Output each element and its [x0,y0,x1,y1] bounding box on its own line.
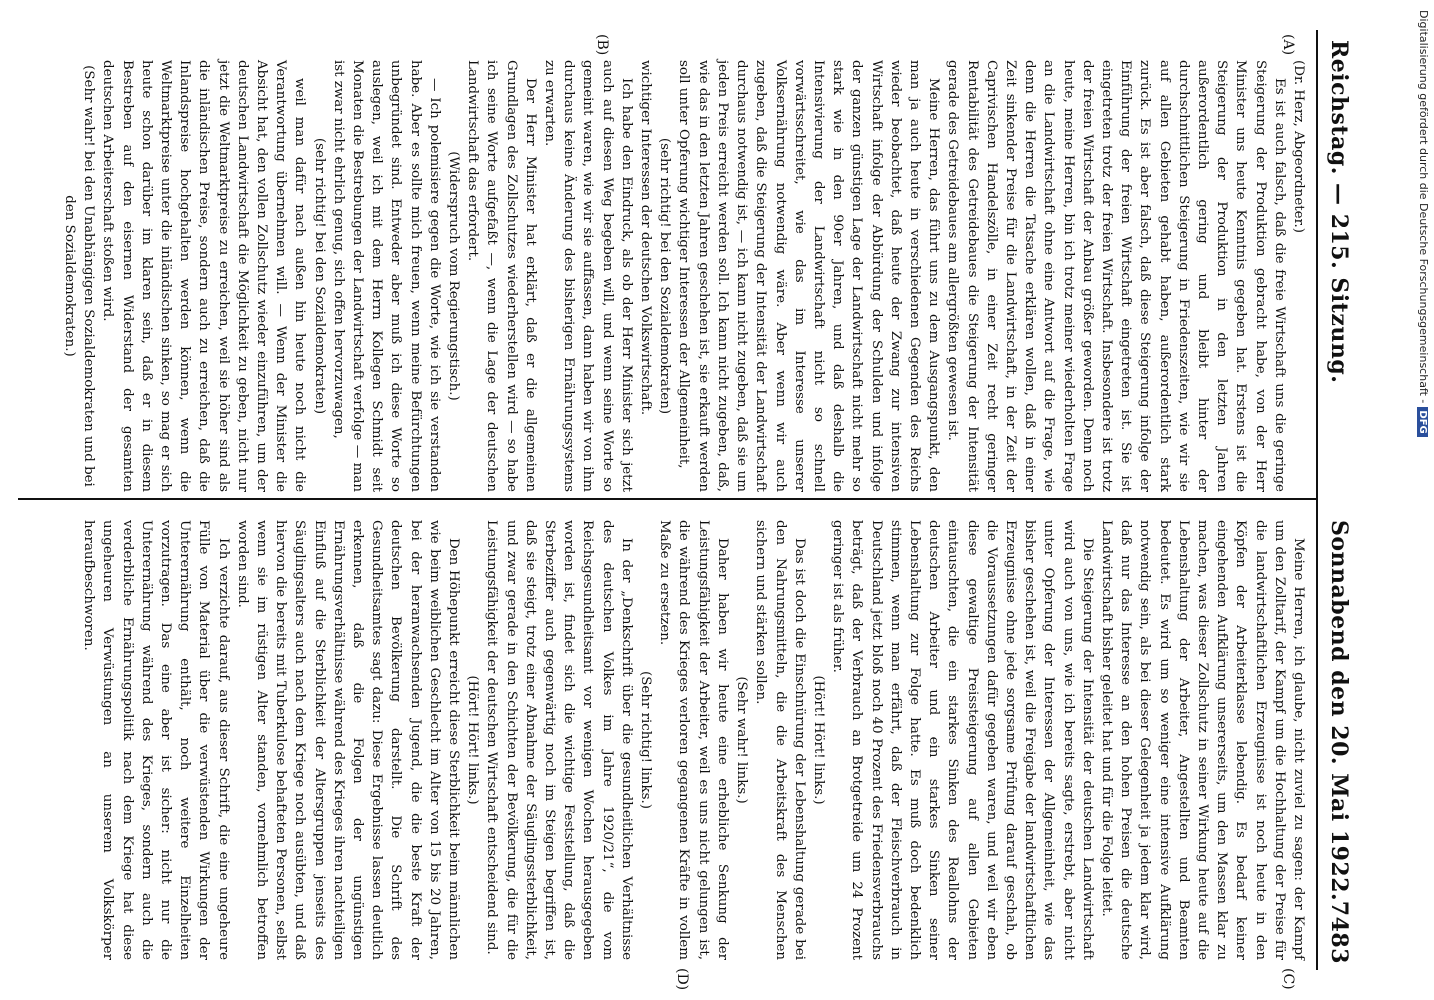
margin-marker-c: (C) [1280,968,1296,990]
left-column-paragraph: Ich habe den Eindruck, als ob der Herr Minister sich jetzt auch auf diesen Weg begeben will, und wenn seine Worte so gemeint waren, wie wir sie auffassen, dann haben wir von ihm durchaus keine Änderung des bisherigen Ernährungssystems zu erwarten. [542,60,634,492]
margin-marker-a: (A) [1280,34,1296,56]
running-header-right: Sonnabend den 20. Mai 1922. [1326,520,1352,902]
left-column-paragraph: Der Herr Minister hat erklärt, daß er die allgemeinen Grundlagen des Zollschutzes wiederherstellen wird — so habe ich seine Worte aufgefaßt —, wenn die Lage der deutschen Landwirtschaft das erfordert. [465,60,538,492]
right-column-paragraph: Meine Herren, ich glaube, nicht zuviel zu sagen: der Kampf um den Zolltarif, der Kampf um die Hochhaltung der Preise für die landwirtschaftlichen Erzeugnisse ist noch heute in den Köpfen der Arbeiterklasse lebendig. Es bedarf keiner eingehenden Aufklärung unsererseits, um den Massen klar zu machen, was dieser Zollschutz in seiner Wirkung heute auf die Lebenshaltung der Arbeiter, Angestellten und Beamten bedeutet. Es wird um so weniger eine intensive Aufklärung notwendig sein, als bei dieser Gelegenheit ja jedem klar wird, daß nur das Interesse an den hohen Preisen die deutsche Landwirtschaft bisher geleitet hat und für die Folge leitet. [1098,520,1306,960]
column-divider [18,498,1318,500]
digitization-note-text: Digitalisierung gefördert durch die Deutsche Forschungsgemeinschaft - [1417,10,1430,404]
left-column-paragraph: wichtiger Interessen der deutschen Volkswirtschaft. [638,60,654,416]
page-number: 7483 [1326,900,1352,964]
text-column-left [60,60,1308,492]
right-column-paragraph: (Sehr richtig! links.) [638,671,654,809]
text-column-right [79,520,1308,960]
left-column-paragraph: — Ich polemisiere gegen die Worte, wie ich sie verstanden habe. Aber es sollte mich freuen, wenn meine Befürchtungen unbegründet sind. Entweder aber muß ich diese Worte so auslegen, weil ich mit dem Herrn Kollegen Schmidt seit Monaten die Bestrebungen der Landwirtschaft verfolge — man ist zwar nicht ehrlich genug, sich offen hervorzuwagen, [330,60,442,492]
margin-marker-b: (B) [594,34,610,56]
running-header-left: Reichstag. — 215. Sitzung. [1326,40,1352,384]
header-rule [1316,30,1318,970]
right-column-paragraph: Den Höhepunkt erreicht diese Sterblichkeit beim männlichen wie beim weiblichen Geschlecht im Alter von 15 bis 20 Jahren, bei der heranwachsenden Jugend, die die beste Kraft der deutschen Bevölkerung darstellt. Die Schrift des Gesundheitsamtes sagt dazu: Diese Ergebnisse lassen deutlich erkennen, daß die Folgen der ungünstigen Ernährungsverhältnisse während des Krieges ihren nachteiligen Einfluß auf die Sterblichkeit der Altersgruppen jenseits des Säuglingsalters auch nach dem Kriege noch ausübten, und daß hiervon die bereits mit Tuberkulose behafteten Personen, selbst wenn sie im rüstigen Alter standen, vornehmlich betroffen worden sind. [234,520,462,960]
right-column-paragraph: Die Steigerung der Intensität der deutschen Landwirtschaft wird auch von uns, wie ich bereits sagte, erstrebt, aber nicht unter Opferung der Interessen der Allgemeinheit, wie das bisher geschehen ist, weil die Freigabe der landwirtschaftlichen Erzeugnisse ohne jede sorgsame Prüfung darauf geschah, ob die Voraussetzungen dafür gegeben waren, und weil wir eben diese gewaltige Preissteigerung auf allen Gebieten eintauschten, die ein starkes Sinken des Reallohns der deutschen Arbeiter und ein starkes Sinken seiner Lebenshaltung zur Folge hatte. Es muß doch bedenklich stimmen, wenn man erfährt, daß der Fleischverbrauch in Deutschland jetzt bloß noch 40 Prozent des Friedensverbrauchs beträgt, daß der Verbrauch an Brotgetreide um 24 Prozent geringer ist als früher. [830,520,1095,960]
left-column-paragraph: (sehr richtig! bei den Sozialdemokraten) [657,137,673,415]
dfg-logo: DFG [1417,407,1428,436]
right-column-paragraph: Daher haben wir heute eine erhebliche Senkung der Leistungsfähigkeit der Arbeiter, weil es uns nicht gelungen ist, die während des Krieges verloren gegangenen Kräfte in vollem Maße zu ersetzen. [657,520,730,960]
left-column-paragraph: (sehr richtig! bei den Sozialdemokraten) [311,137,327,415]
right-column-paragraph: In der „Denkschrift über die gesundheitlichen Verhältnisse des deutschen Volkes im Jahre 1920/21“, die vom Reichsgesundheitsamt vor wenigen Wochen herausgegeben worden ist, findet sich die wichtige Feststellung, daß die Sterbeziffer auch gegenwärtig noch im Steigen begriffen ist, daß sie steigt, trotz einer Abnahme der Säuglingssterblichkeit, und zwar gerade in den Schichten der Bevölkerung, die für die Leistungsfähigkeit der deutschen Wirtschaft entscheidend sind. [484,520,634,960]
digitization-note [1410,10,1430,990]
right-column-paragraph: Das ist doch die Einschnürung der Lebenshaltung gerade bei den Nahrungsmitteln, die die Arbeitskraft des Menschen sichern und stärken sollen. [753,520,807,960]
left-column-paragraph: Meine Herren, das führt uns zu dem Ausgangspunkt, den man ja auch heute in verschiedenen Gegenden des Reichs wieder beobachtet, daß heute der Zwang zur intensiven Wirtschaft infolge der Abbürdung der Schulden und infolge der ganzen günstigen Lage der Landwirtschaft nicht mehr so stark wie in den 90er Jahren, und daß deshalb die Intensivierung der Landwirtschaft nicht so schnell vorwärtsschreitet, wie das im Interesse unserer Volksernährung notwendig wäre. Aber wenn wir auch zugeben, daß die Steigerung der Intensität der Landwirtschaft durchaus notwendig ist, — ich kann nicht zugeben, daß sie um jeden Preis erreicht werden soll. Ich kann nicht zugeben, daß, wie das in den letzten Jahren geschehen ist, sie erkauft werden soll unter Opferung wichtiger Interessen der Allgemeinheit, [676,60,942,492]
left-column-paragraph: (Sehr wahr! bei den Unabhängigen Sozialdemokraten und bei den Sozialdemokraten.) [62,65,97,487]
left-column-paragraph: (Dr. Herz, Abgeordneter.) [1291,60,1306,234]
margin-marker-d: (D) [674,968,690,991]
right-column-paragraph: Ich verzichte darauf, aus dieser Schrift, die eine ungeheure Fülle von Material über die verwüstenden Wirkungen der Unterernährung enthält, noch weitere Einzelheiten vorzutragen. Das eine aber ist sicher: nicht nur die Unterernährung während des Krieges, sondern auch die verderbliche Ernährungspolitik nach dem Kriege hat diese ungeheuren Verwüstungen an unserem Volkskörper heraufbeschworen. [81,520,231,960]
left-column-paragraph: weil man dafür nach außen hin heute noch nicht die Verantwortung übernehmen will. — Wenn der Minister die Absicht hat, den vollen Zollschutz wieder einzuführen, um der deutschen Landwirtschaft die Möglichkeit zu geben, nicht nur jetzt die Weltmarktpreise zu erreichen, weil sie höher sind als die inländischen Preise, sondern auch zu erreichen, daß die Inlandspreise hochgehalten werden können, wenn die Weltmarktpreise unter die inländischen sinken, so mag er sich heute schon darüber im klaren sein, daß er in diesem Bestreben auf den eisernen Widerstand der gesamten deutschen Arbeiterschaft stoßen wird. [100,60,308,492]
right-column-paragraph: (Hört! Hört! links.) [810,675,826,805]
right-column-paragraph: (Hört! Hört! links.) [465,675,481,805]
right-column-paragraph: (Sehr wahr! links.) [734,676,750,804]
left-column-paragraph: Es ist auch falsch, daß die freie Wirtschaft uns die geringe Steigerung der Produktion gebracht habe, von der Herr Minister uns heute Kenntnis gegeben hat. Erstens ist die Steigerung der Produktion in den letzten Jahren außerordentlich gering und bleibt hinter der durchschnittlichen Steigerung in Friedenszeiten, wie wir sie auf allen Gebieten gehabt haben, außerordentlich stark zurück. Es ist aber falsch, daß diese Steigerung infolge der Einführung der freien Wirtschaft eingetreten ist. Sie ist eingetreten trotz der freien Wirtschaft. Insbesondere ist trotz der freien Wirtschaft der Anbau größer geworden. Denn noch heute, meine Herren, bin ich trotz meiner wiederholten Frage an die Landwirtschaft ohne eine Antwort auf die Frage, wie denn die Herren die Tatsache erklären wollen, daß in einer Zeit sinkender Preise für die Landwirtschaft, in der Zeit der Caprivischen Handelszölle, in einer Zeit recht geringer Rentabilität des Getreidebaues die Steigerung der Intensität gerade des Getreidebaues am allergrößten gewesen ist. [945,60,1287,492]
left-column-paragraph: (Widerspruch vom Regierungstisch.) [446,151,462,401]
